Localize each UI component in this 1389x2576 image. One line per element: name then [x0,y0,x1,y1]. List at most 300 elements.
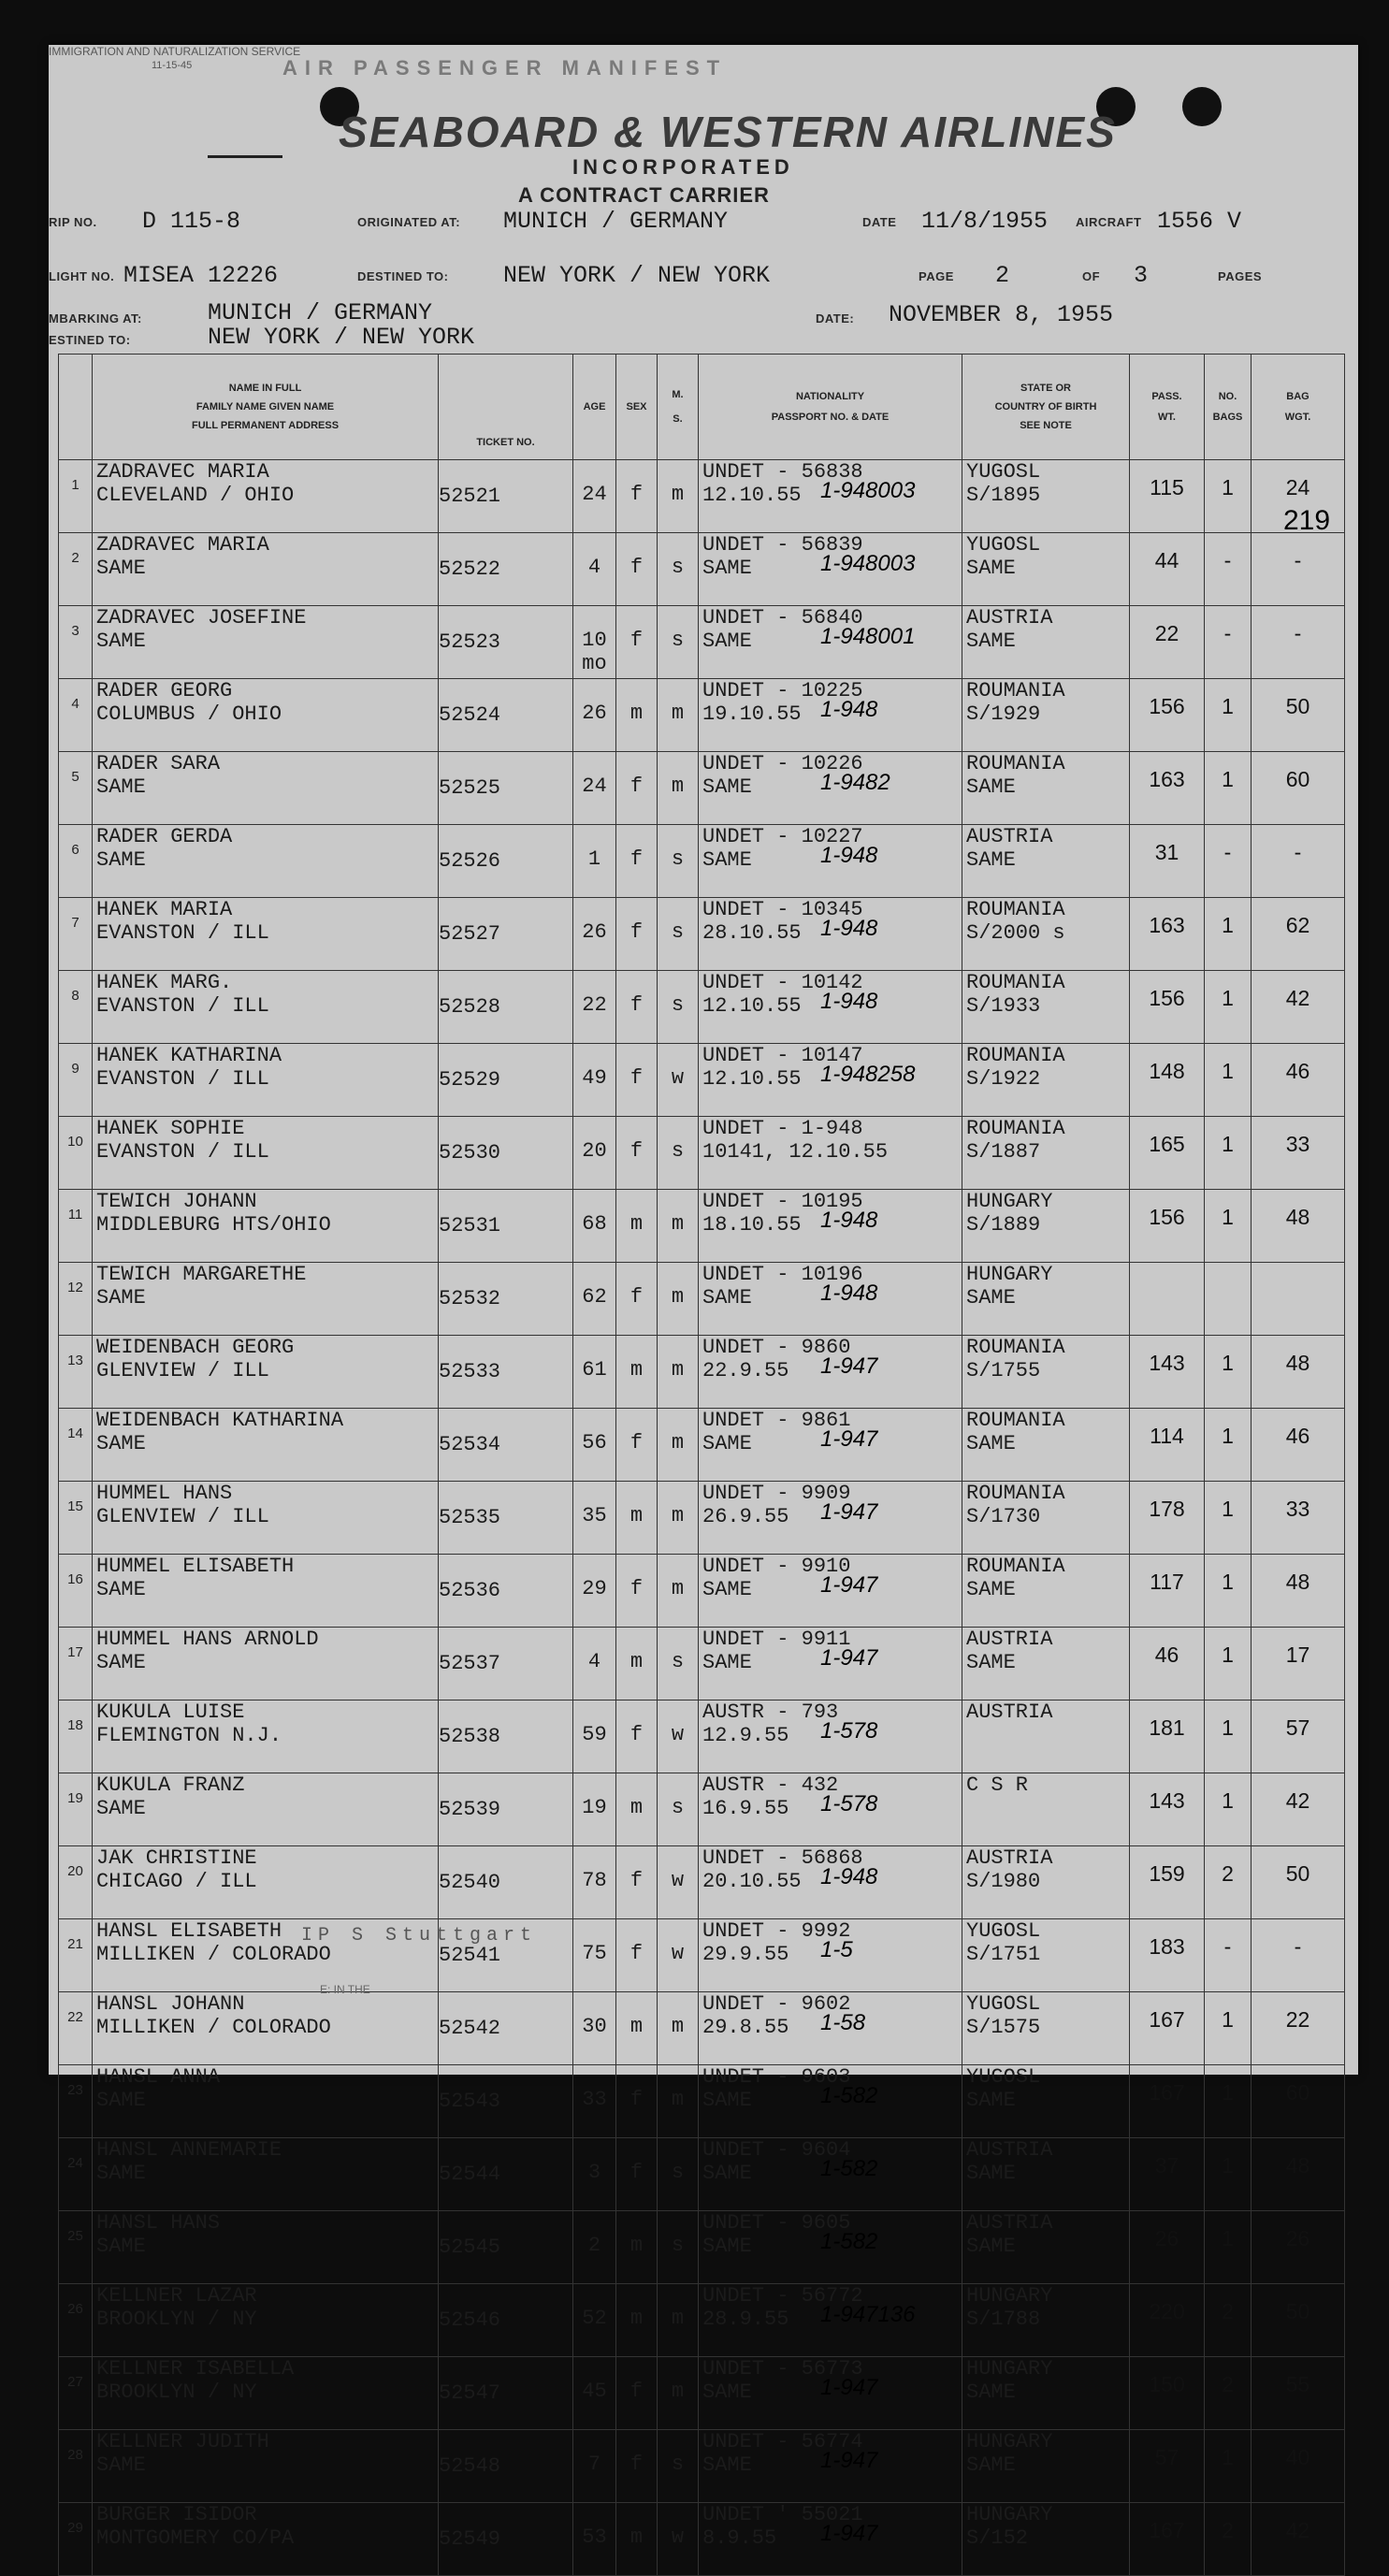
sex-value: f [616,1846,658,1919]
table-row [59,1555,1345,1628]
age-value: 24 [573,752,616,825]
sex-value: f [616,1555,658,1628]
age-value: 26 [573,679,616,752]
passenger-name: KELLNER LAZAR [96,2284,257,2308]
bag-count: 1 [1205,971,1252,1044]
table-row [59,2284,1345,2357]
handwritten-number: 1-948003 [820,478,916,503]
nationality-cell [699,1555,962,1628]
passport-number: UNDET - 10195 [702,1190,863,1213]
birth-country: ROUMANIA [966,752,1065,775]
page-label: PAGE [919,269,954,283]
birth-country: AUSTRIA [966,825,1053,848]
bag-weight: 42 [1252,2503,1345,2576]
passenger-weight: 167 [1130,2065,1205,2138]
age-value: 4 [573,533,616,606]
originated-label: ORIGINATED AT: [357,215,461,229]
ticket-number: 52535 [439,1482,573,1555]
row-number: 27 [59,2357,93,2430]
passenger-address: BROOKLYN / NY [96,2308,257,2331]
handwritten-number: 1-582 [820,2229,878,2254]
bag-count: 1 [1205,1044,1252,1117]
passport-date: SAME [702,1432,752,1455]
col-name-address: NAME IN FULL FAMILY NAME GIVEN NAME FULL PERMANENT ADDRESS [93,355,439,460]
sex-value: m [616,2503,658,2576]
ticket-number: 52525 [439,752,573,825]
marital-status: m [658,1190,699,1263]
bag-weight: 48 [1252,1190,1345,1263]
marital-status: w [658,1044,699,1117]
passport-date: 22.9.55 [702,1359,789,1382]
pages-label: PAGES [1218,269,1263,283]
passport-date: 28.10.55 [702,921,802,945]
passport-date: 28.9.55 [702,2308,789,2331]
passenger-address: EVANSTON / ILL [96,1067,269,1091]
col-age: AGE [573,355,616,460]
row-number: 6 [59,825,93,898]
nationality-cell [699,2430,962,2503]
footer-note: E: IN THE [320,1983,370,1996]
nationality-cell [699,460,962,533]
age-value: 30 [573,1992,616,2065]
table-row [59,679,1345,752]
passport-date: SAME [702,1578,752,1601]
table-row [59,2138,1345,2211]
passenger-name: RADER GERDA [96,825,233,848]
passport-number: UNDET - 10196 [702,1263,863,1286]
birth-cell [962,752,1130,825]
bag-weight: 55 [1252,2357,1345,2430]
row-number: 18 [59,1700,93,1773]
table-row [59,1919,1345,1992]
birth-cell [962,1700,1130,1773]
col-bag-wgt: BAG WGT. [1252,355,1345,460]
passport-number: UNDET - 9911 [702,1628,851,1651]
date-value: 11/8/1955 [921,208,1049,235]
passenger-weight: 181 [1130,1700,1205,1773]
nationality-cell [699,1628,962,1700]
passport-number: UNDET - 10142 [702,971,863,994]
marital-status: s [658,606,699,679]
passenger-weight: 31 [1130,825,1205,898]
table-row [59,2211,1345,2284]
birth-note: S/2000 s [966,921,1065,945]
marital-status: s [658,898,699,971]
age-value: 68 [573,1190,616,1263]
sex-value: m [616,1628,658,1700]
passenger-weight: 57 [1130,2430,1205,2503]
birth-note: SAME [966,848,1016,872]
sex-value: m [616,679,658,752]
originated-value: MUNICH / GERMANY [503,208,729,235]
passenger-weight: 37 [1130,2138,1205,2211]
nationality-cell [699,1263,962,1336]
footer-stamp: IP S Stuttgart [301,1925,538,1946]
sex-value: f [616,825,658,898]
bag-weight: 57 [1252,1700,1345,1773]
birth-note: S/1788 [966,2308,1041,2331]
ticket-number: 52543 [439,2065,573,2138]
table-row [59,752,1345,825]
row-number: 26 [59,2284,93,2357]
birth-note: SAME [966,1578,1016,1601]
birth-country: ROUMANIA [966,1336,1065,1359]
bag-count: 1 [1205,2211,1252,2284]
passenger-address: GLENVIEW / ILL [96,1505,269,1528]
passenger-weight [1130,1263,1205,1336]
passenger-weight: 178 [1130,1482,1205,1555]
trip-no-value: D 115-8 [142,208,241,235]
nationality-cell [699,2284,962,2357]
passenger-address: SAME [96,1797,146,1820]
birth-country: AUSTRIA [966,1628,1053,1651]
sex-value: f [616,1263,658,1336]
nationality-cell [699,1482,962,1555]
birth-cell [962,2430,1130,2503]
bag-weight: 62 [1252,898,1345,971]
table-row [59,2430,1345,2503]
sex-value: f [616,752,658,825]
passenger-name: TEWICH JOHANN [96,1190,257,1213]
birth-note: S/1575 [966,2016,1041,2039]
age-value: 20 [573,1117,616,1190]
passenger-name: ZADRAVEC MARIA [96,533,269,557]
ticket-number: 52544 [439,2138,573,2211]
handwritten-number: 1-947 [820,1426,878,1452]
row-number: 16 [59,1555,93,1628]
sex-value: m [616,2211,658,2284]
marital-status: m [658,752,699,825]
ticket-number: 52532 [439,1263,573,1336]
birth-note: S/1751 [966,1943,1041,1966]
handwritten-number: 1-5 [820,1937,853,1962]
marital-status: m [658,2065,699,2138]
table-row [59,1482,1345,1555]
passenger-address: EVANSTON / ILL [96,1140,269,1164]
passenger-address: FLEMINGTON N.J. [96,1724,282,1747]
passport-number: UNDET - 9602 [702,1992,851,2016]
bag-count: - [1205,533,1252,606]
name-cell [93,1409,439,1482]
passenger-name: HANSL ANNA [96,2065,221,2089]
ticket-number: 52542 [439,1992,573,2065]
name-cell [93,752,439,825]
row-number: 1 [59,460,93,533]
bag-count: - [1205,1919,1252,1992]
col-bags: NO. BAGS [1205,355,1252,460]
marital-status: w [658,1919,699,1992]
passport-date: SAME [702,848,752,872]
date2-label: DATE: [816,311,855,326]
bag-count: 1 [1205,1190,1252,1263]
birth-cell [962,898,1130,971]
passport-date: 12.10.55 [702,994,802,1018]
birth-country: ROUMANIA [966,1044,1065,1067]
marital-status: s [658,533,699,606]
age-value: 22 [573,971,616,1044]
name-cell [93,2284,439,2357]
birth-note: SAME [966,1651,1016,1674]
passenger-weight: 167 [1130,1992,1205,2065]
table-row [59,1190,1345,1263]
marital-status: s [658,1773,699,1846]
bag-weight: 40 [1252,2430,1345,2503]
table-row [59,1992,1345,2065]
bag-count: - [1205,606,1252,679]
passenger-address: GLENVIEW / ILL [96,1359,269,1382]
ticket-number: 52547 [439,2357,573,2430]
manifest-title: AIR PASSENGER MANIFEST [282,56,728,80]
passenger-name: HANEK MARG. [96,971,233,994]
ticket-number: 52524 [439,679,573,752]
bag-count: 1 [1205,1336,1252,1409]
bag-weight: 33 [1252,1482,1345,1555]
ticket-number: 52539 [439,1773,573,1846]
row-number: 23 [59,2065,93,2138]
bag-count: 1 [1205,1628,1252,1700]
age-value: 2 [573,2211,616,2284]
marital-status: m [658,460,699,533]
table-row [59,971,1345,1044]
passenger-name: HANSL ANNEMARIE [96,2138,282,2162]
row-number: 10 [59,1117,93,1190]
passport-number: UNDET - 9603 [702,2065,851,2089]
passport-date: 16.9.55 [702,1797,789,1820]
passenger-address: SAME [96,848,146,872]
birth-note: SAME [966,630,1016,653]
ticket-number: 52537 [439,1628,573,1700]
birth-cell [962,1044,1130,1117]
col-sex: SEX [616,355,658,460]
passport-number: UNDET - 9909 [702,1482,851,1505]
row-number: 21 [59,1919,93,1992]
bag-weight: 60 [1252,2065,1345,2138]
handwritten-number: 1-582 [820,2156,878,2181]
bag-weight: - [1252,533,1345,606]
embarking-value: MUNICH / GERMANY [208,299,433,326]
birth-cell [962,1117,1130,1190]
sex-value: f [616,1044,658,1117]
nationality-cell [699,1919,962,1992]
marital-status: m [658,1482,699,1555]
row-number: 3 [59,606,93,679]
handwritten-number: 1-948 [820,1864,878,1889]
passport-date: 8.9.55 [702,2526,777,2550]
birth-note: SAME [966,2381,1016,2404]
bag-weight: 50 [1252,2284,1345,2357]
birth-country: YUGOSL [966,1992,1041,2016]
passport-number: UNDET - 9910 [702,1555,851,1578]
row-number: 25 [59,2211,93,2284]
passenger-weight: 117 [1130,1555,1205,1628]
sex-value: f [616,1700,658,1773]
birth-country: ROUMANIA [966,1117,1065,1140]
passport-date: 26.9.55 [702,1505,789,1528]
birth-country: C S R [966,1773,1029,1797]
passenger-name: HUMMEL ELISABETH [96,1555,295,1578]
marital-status: m [658,1263,699,1336]
marital-status: s [658,825,699,898]
passenger-name: RADER SARA [96,752,221,775]
passport-date: SAME [702,2235,752,2258]
passenger-weight: 159 [1130,1846,1205,1919]
birth-cell [962,1482,1130,1555]
handwritten-number: 1-947 [820,1645,878,1671]
row-number: 20 [59,1846,93,1919]
bag-weight: 42 [1252,971,1345,1044]
birth-cell [962,679,1130,752]
birth-cell [962,606,1130,679]
passport-number: UNDET - 10345 [702,898,863,921]
name-cell [93,2211,439,2284]
age-value: 53 [573,2503,616,2576]
passport-date: SAME [702,2162,752,2185]
bag-weight: 46 [1252,1044,1345,1117]
name-cell [93,679,439,752]
passenger-weight: 167 [1130,2503,1205,2576]
passenger-address: SAME [96,1286,146,1310]
passenger-address: SAME [96,2235,146,2258]
passenger-weight: 26 [1130,2211,1205,2284]
row-number: 2 [59,533,93,606]
name-cell [93,1700,439,1773]
passport-date: SAME [702,775,752,799]
punch-hole [1182,87,1222,126]
birth-country: ROUMANIA [966,1482,1065,1505]
passport-date: 12.10.55 [702,1067,802,1091]
nationality-cell [699,1336,962,1409]
passport-number: UNDET - 10227 [702,825,863,848]
passenger-address: EVANSTON / ILL [96,921,269,945]
table-row [59,1336,1345,1409]
birth-cell [962,1628,1130,1700]
birth-country: YUGOSL [966,533,1041,557]
marital-status: s [658,2211,699,2284]
passenger-weight: 156 [1130,971,1205,1044]
passenger-weight: 148 [1130,1044,1205,1117]
age-value: 4 [573,1628,616,1700]
bag-weight: - [1252,1919,1345,1992]
sex-value: f [616,533,658,606]
passport-number: UNDET - 56773 [702,2357,863,2381]
bag-weight: 60 [1252,752,1345,825]
contract-carrier-label: A CONTRACT CARRIER [518,183,770,207]
age-value: 7 [573,2430,616,2503]
passenger-address: SAME [96,1432,146,1455]
handwritten-number: 1-948 [820,989,878,1014]
nationality-cell [699,1409,962,1482]
birth-note: SAME [966,775,1016,799]
aircraft-value: 1556 V [1157,208,1242,235]
age-value: 3 [573,2138,616,2211]
ticket-number: 52549 [439,2503,573,2576]
age-value: 61 [573,1336,616,1409]
date-label: DATE [862,215,897,229]
marital-status: m [658,1336,699,1409]
passport-number: AUSTR - 793 [702,1700,839,1724]
birth-note: S/1922 [966,1067,1041,1091]
row-number: 19 [59,1773,93,1846]
birth-note: SAME [966,1286,1016,1310]
ticket-number: 52533 [439,1336,573,1409]
name-cell [93,1336,439,1409]
birth-country: HUNGARY [966,1263,1053,1286]
passport-date: SAME [702,1286,752,1310]
nationality-cell [699,971,962,1044]
age-value: 19 [573,1773,616,1846]
age-value: 56 [573,1409,616,1482]
sex-value: f [616,898,658,971]
ticket-number: 52546 [439,2284,573,2357]
age-value: 52 [573,2284,616,2357]
ticket-number: 52521 [439,460,573,533]
passport-date: SAME [702,2381,752,2404]
birth-cell [962,2211,1130,2284]
ticket-number: 52534 [439,1409,573,1482]
birth-note: S/1730 [966,1505,1041,1528]
birth-country: ROUMANIA [966,1555,1065,1578]
passenger-address: MILLIKEN / COLORADO [96,1943,331,1966]
birth-country: AUSTRIA [966,2211,1053,2235]
birth-country: HUNGARY [966,2503,1053,2526]
sex-value: m [616,1336,658,1409]
destined-to-value: NEW YORK / NEW YORK [208,324,475,351]
passport-number: UNDET ' 55021 [702,2503,863,2526]
name-cell [93,1628,439,1700]
table-row [59,2503,1345,2576]
marital-status: s [658,1628,699,1700]
passport-number: UNDET - 10147 [702,1044,863,1067]
aircraft-label: AIRCRAFT [1076,215,1142,229]
row-number: 4 [59,679,93,752]
bag-weight: 26 [1252,2211,1345,2284]
age-value: 29 [573,1555,616,1628]
passport-date: 18.10.55 [702,1213,802,1237]
incorporated-label: INCORPORATED [572,155,794,179]
passport-date: SAME [702,2453,752,2477]
nationality-cell [699,1846,962,1919]
passenger-address: SAME [96,2453,146,2477]
nationality-cell [699,1044,962,1117]
sex-value: f [616,971,658,1044]
ticket-number: 52523 [439,606,573,679]
col-pass-wt: PASS. WT. [1130,355,1205,460]
date2-value: NOVEMBER 8, 1955 [889,301,1114,328]
nationality-cell [699,898,962,971]
manifest-page [49,45,1358,2551]
ticket-number: 52527 [439,898,573,971]
handwritten-number: 1-9482 [820,770,890,795]
passenger-name: HUMMEL HANS ARNOLD [96,1628,319,1651]
birth-note: SAME [966,1432,1016,1455]
passenger-name: KUKULA FRANZ [96,1773,245,1797]
passport-number: UNDET - 9605 [702,2211,851,2235]
table-row [59,2357,1345,2430]
sex-value: f [616,2357,658,2430]
name-cell [93,971,439,1044]
sex-value: m [616,1190,658,1263]
handwritten-number: 1-582 [820,2083,878,2108]
table-row [59,898,1345,971]
service-header: IMMIGRATION AND NATURALIZATION SERVICE [49,45,301,58]
of-label: OF [1082,269,1101,283]
row-number: 24 [59,2138,93,2211]
nationality-cell [699,2211,962,2284]
nationality-cell [699,2503,962,2576]
age-value: 24 [573,460,616,533]
ticket-number: 52530 [439,1117,573,1190]
sex-value: f [616,2430,658,2503]
